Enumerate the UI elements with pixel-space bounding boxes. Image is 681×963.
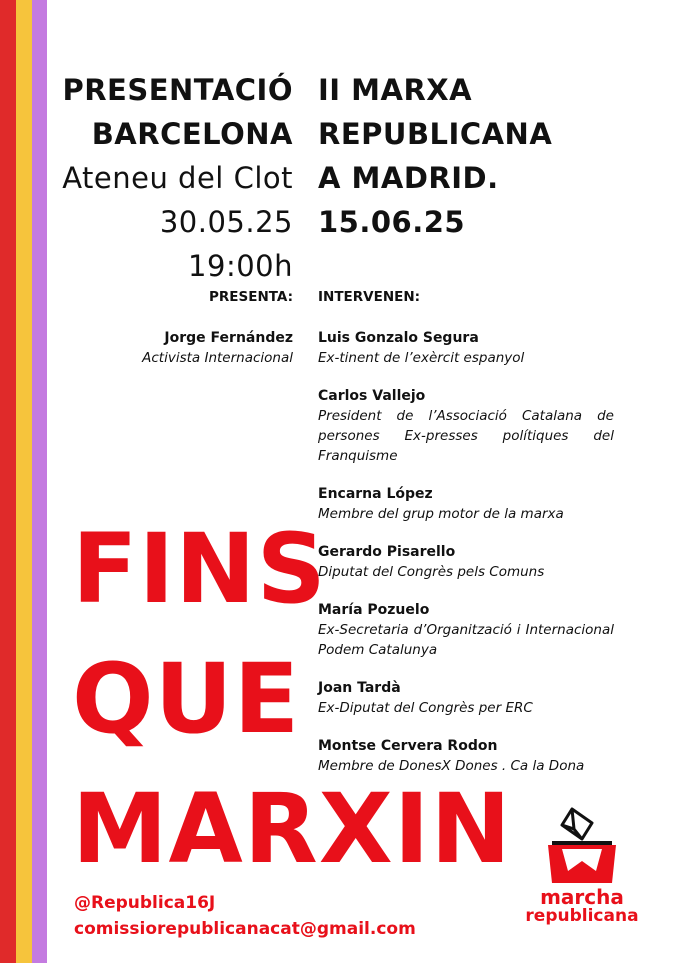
slogan-line-que: QUE [72, 643, 301, 755]
presenta-label: PRESENTA: [208, 289, 293, 305]
speaker-role: Ex-Secretaria d’Organització i Internacional Podem Catalunya [318, 622, 614, 658]
speaker-item [318, 328, 614, 368]
speaker-role: Ex-tinent de l’exèrcit espanyol [318, 350, 525, 366]
logo-line-republicana: republicana [525, 906, 639, 926]
flag-stripe-red [0, 0, 16, 963]
marcha-republicana-logo [518, 805, 646, 925]
intervenen-label: INTERVENEN: [318, 289, 421, 305]
speaker-name: Carlos Vallejo [318, 388, 426, 404]
contact-info [74, 890, 416, 942]
venue: Ateneu del Clot [62, 161, 293, 195]
ballot-box-icon [542, 805, 622, 887]
heading-presentacio: PRESENTACIÓ [62, 73, 293, 107]
presentation-time: 19:00h [188, 249, 293, 283]
speaker-name: Joan Tardà [318, 680, 401, 696]
contact-email[interactable]: comissiorepublicanacat@gmail.com [74, 919, 416, 939]
slogan [72, 504, 512, 894]
speaker-name: Encarna López [318, 486, 433, 502]
heading-ii-marxa: II MARXA [318, 73, 473, 107]
speaker-item [318, 386, 614, 466]
heading-barcelona: BARCELONA [91, 117, 293, 151]
heading-republicana: REPUBLICANA [318, 117, 553, 151]
heading-a-madrid: A MADRID. [318, 161, 499, 195]
twitter-handle[interactable]: @Republica16J [74, 893, 216, 913]
speaker-role: Diputat del Congrès pels Comuns [318, 564, 545, 580]
march-date: 15.06.25 [318, 205, 466, 239]
speaker-name: María Pozuelo [318, 602, 430, 618]
speaker-role: Ex-Diputat del Congrès per ERC [318, 700, 533, 716]
flag-stripe-purple [32, 0, 47, 963]
speaker-role: Membre del grup motor de la marxa [318, 506, 564, 522]
speaker-name: Gerardo Pisarello [318, 544, 456, 560]
presentation-heading [62, 68, 293, 288]
slogan-line-fins: FINS [72, 513, 327, 625]
presenter-name: Jorge Fernández [164, 330, 293, 346]
slogan-line-marxin: MARXIN [72, 773, 512, 885]
speaker-name: Montse Cervera Rodon [318, 738, 498, 754]
speaker-name: Luis Gonzalo Segura [318, 330, 479, 346]
speaker-role: President de l’Associació Catalana de persones Ex-presses polítiques del Franquisme [318, 408, 614, 464]
speaker-role: Membre de DonesX Dones . Ca la Dona [318, 758, 585, 774]
march-heading [318, 68, 552, 244]
presenter [142, 328, 293, 368]
presentation-date: 30.05.25 [159, 205, 293, 239]
logo-line-marcha: marcha [540, 885, 624, 909]
presenter-role: Activista Internacional [142, 350, 293, 366]
flag-stripe-yellow [16, 0, 32, 963]
